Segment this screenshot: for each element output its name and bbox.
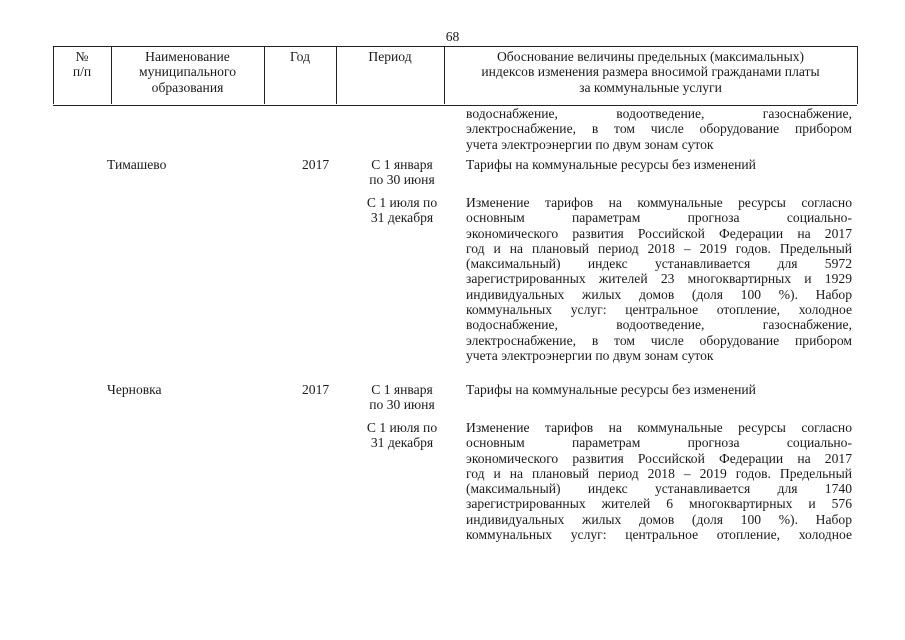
header-col-period (336, 47, 444, 105)
basis-second-half (466, 420, 852, 542)
text-line: зарегистрированных жителей 23 многоквартирных и 1929 (466, 271, 852, 287)
header-text: п/п (72, 64, 92, 80)
text-line: индивидуальных жилых домов (доля 100 %). Набор (466, 286, 852, 302)
basis-first-half: Тарифы на коммунальные ресурсы без изменений (466, 157, 756, 172)
text-line: водоснабжение, водоотведение, газоснабжение, (466, 106, 852, 121)
page-number: 68 (445, 29, 460, 44)
text-line: зарегистрированных жителей 6 многоквартирных и 576 (466, 496, 852, 512)
text-line: (максимальный) индекс устанавливается для 1740 (466, 481, 852, 497)
period-second-half (352, 195, 452, 226)
text-line: по 30 июня (369, 397, 435, 413)
text-line: учета электроэнергии по двум зонам суток (466, 347, 714, 363)
text-line: основным параметрам прогноза социально- (466, 210, 852, 226)
text-line: электроснабжение, в том числе оборудование прибором (466, 121, 852, 137)
text-line: Изменение тарифов на коммунальные ресурсы согласно (466, 195, 852, 210)
period-first-half (352, 382, 452, 413)
text-line: С 1 июля по (366, 195, 438, 210)
table-border (264, 46, 265, 104)
text-line: С 1 июля по (366, 420, 438, 435)
period-second-half (352, 420, 452, 451)
header-col-number (53, 47, 111, 105)
header-col-name (111, 47, 264, 105)
text-line: электроснабжение, в том числе оборудование прибором (466, 332, 852, 348)
table-border (857, 46, 858, 104)
year-value: 2017 (302, 157, 330, 172)
continuation-text (466, 106, 852, 152)
header-text: № (75, 49, 89, 64)
period-first-half (352, 157, 452, 188)
text-line: 31 декабря (370, 435, 434, 451)
text-line: коммунальных услуг: центральное отопление, холодное (466, 527, 852, 543)
text-line: учета электроэнергии по двум зонам суток (466, 136, 714, 152)
text-line: год и на плановый период 2018 – 2019 годов. Предельный (466, 465, 852, 481)
header-text: Обоснование величины предельных (максимальных) (496, 49, 805, 64)
text-line: водоснабжение, водоотведение, газоснабжение, (466, 317, 852, 333)
basis-first-half: Тарифы на коммунальные ресурсы без изменений (466, 382, 756, 397)
basis-second-half (466, 195, 852, 363)
municipality-name: Тимашево (107, 157, 167, 172)
text-line: индивидуальных жилых домов (доля 100 %). Набор (466, 511, 852, 527)
header-text: Наименование (145, 49, 230, 64)
text-line: год и на плановый период 2018 – 2019 годов. Предельный (466, 240, 852, 256)
table-border (111, 46, 112, 104)
text-line: (максимальный) индекс устанавливается для 5972 (466, 256, 852, 272)
text-line: основным параметрам прогноза социально- (466, 435, 852, 451)
header-text: образования (151, 79, 224, 95)
text-line: 31 декабря (370, 210, 434, 226)
text-line: Изменение тарифов на коммунальные ресурсы согласно (466, 420, 852, 435)
text-line: экономического развития Российской Федерации на 2017 (466, 450, 852, 466)
text-line: С 1 января (371, 157, 433, 172)
table-header (53, 46, 857, 106)
text-line: С 1 января (371, 382, 433, 397)
year-value: 2017 (302, 382, 330, 397)
header-text: индексов изменения размера вносимой гражданами платы (481, 64, 820, 80)
table-border (53, 46, 54, 104)
header-text: муниципального (138, 64, 236, 80)
header-text: Период (368, 49, 412, 64)
municipality-name: Черновка (107, 382, 162, 397)
text-line: экономического развития Российской Федерации на 2017 (466, 225, 852, 241)
table-border (336, 46, 337, 104)
header-text: за коммунальные услуги (579, 79, 722, 95)
text-line: по 30 июня (369, 172, 435, 188)
text-line: коммунальных услуг: центральное отопление, холодное (466, 302, 852, 318)
table-border (444, 46, 445, 104)
header-col-basis (444, 47, 857, 105)
header-col-year (264, 47, 336, 105)
header-text: Год (290, 49, 310, 64)
